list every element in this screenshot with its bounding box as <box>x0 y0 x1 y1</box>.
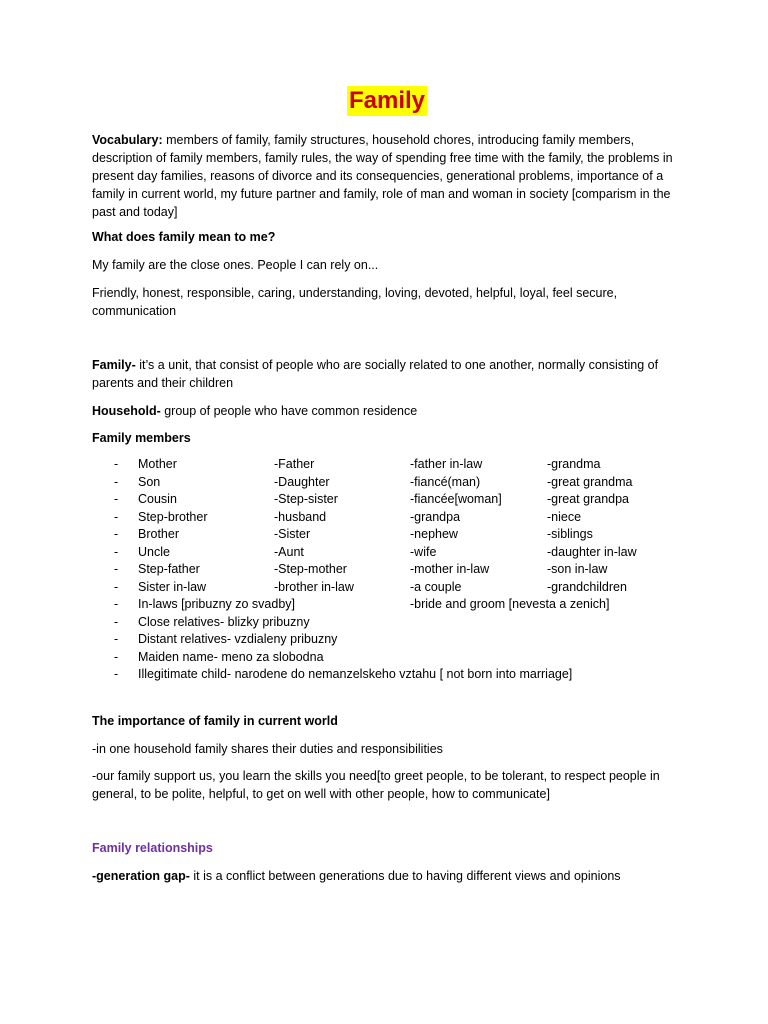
bullet-dash: - <box>114 649 119 664</box>
member-cell: -grandpa <box>410 509 461 524</box>
family-members-heading: Family members <box>92 431 191 445</box>
page-title: Family <box>348 87 426 114</box>
member-cell: -a couple <box>410 579 462 594</box>
generation-gap-term: -generation gap- <box>92 869 190 883</box>
bullet-dash: - <box>114 492 119 506</box>
member-cell: Step-father <box>138 562 200 576</box>
bullet-dash: - <box>114 474 119 489</box>
inlaws-item: In-laws [pribuzny zo svadby] <box>138 597 296 611</box>
list-item <box>92 490 682 508</box>
member-cell: -Father <box>274 457 315 471</box>
member-cell: -great grandma <box>547 474 633 489</box>
member-cell: -father in-law <box>410 457 483 471</box>
list-item <box>92 473 682 491</box>
list-item <box>92 595 682 613</box>
member-cell: Mother <box>138 457 177 471</box>
family-definition <box>92 356 682 392</box>
list-item <box>92 665 682 683</box>
bullet-dash: - <box>114 457 119 471</box>
household-definition-text: group of people who have common residence <box>160 404 418 418</box>
illegitimate-child-item: Illegitimate child- narodene do nemanzelskeho vztahu [ not born into marriage] <box>138 667 573 681</box>
close-ones-paragraph: My family are the close ones. People I can rely on... <box>92 258 379 272</box>
list-item <box>92 455 682 473</box>
member-cell: -daughter in-law <box>547 544 637 559</box>
relationships-heading: Family relationships <box>92 841 213 855</box>
member-cell: Uncle <box>138 544 170 559</box>
member-cell: -fiancé(man) <box>410 474 481 489</box>
question-heading: What does family mean to me? <box>92 230 276 244</box>
family-definition-text: it’s a unit, that consist of people who are socially related to one another, normally consisting of parents and their children <box>92 358 659 390</box>
member-cell: -great grandpa <box>547 492 630 506</box>
list-item <box>92 508 682 526</box>
member-cell: -mother in-law <box>410 562 490 576</box>
member-cell: -husband <box>274 509 327 524</box>
qualities-paragraph: Friendly, honest, responsible, caring, understanding, loving, devoted, helpful, loyal, feel secure, communication <box>92 286 618 318</box>
member-cell: -nephew <box>410 527 458 541</box>
list-item <box>92 543 682 561</box>
member-cell: -Sister <box>274 527 311 541</box>
bullet-dash: - <box>114 579 119 594</box>
member-cell: -son in-law <box>547 562 608 576</box>
bullet-dash: - <box>114 597 119 611</box>
member-cell: Cousin <box>138 492 177 506</box>
member-cell: -Step-sister <box>274 492 338 506</box>
bullet-dash: - <box>114 667 119 681</box>
close-relatives-item: Close relatives- blizky pribuzny <box>138 614 310 629</box>
bullet-dash: - <box>114 509 119 524</box>
member-cell: -Daughter <box>274 474 330 489</box>
bullet-dash: - <box>114 544 119 559</box>
generation-gap-text: it is a conflict between generations due to having different views and opinions <box>189 869 621 883</box>
bullet-dash: - <box>114 632 119 646</box>
member-cell: -grandchildren <box>547 579 627 594</box>
member-cell: Brother <box>138 527 179 541</box>
member-cell: Step-brother <box>138 509 208 524</box>
vocabulary-text: members of family, family structures, household chores, introducing family members, description of family members, family rules, the way of spending free time with the family, the problems in present day families, reasons of divorce and its consequencies, generational problems, importance of a family in current world, my future partner and family, role of man and woman in society [comparism in the past and today] <box>92 133 673 219</box>
bride-groom-item: -bride and groom [nevesta a zenich] <box>410 597 610 611</box>
family-term: Family- <box>92 358 136 372</box>
list-item <box>92 560 682 578</box>
list-item <box>92 613 682 631</box>
member-cell: -siblings <box>547 527 593 541</box>
list-item <box>92 578 682 596</box>
distant-relatives-item: Distant relatives- vzdialeny pribuzny <box>138 632 338 646</box>
member-cell: -fiancée[woman] <box>410 492 502 506</box>
member-cell: -wife <box>410 544 437 559</box>
member-cell: -Step-mother <box>274 562 347 576</box>
member-cell: Sister in-law <box>138 579 207 594</box>
member-cell: -Aunt <box>274 544 304 559</box>
member-cell: -grandma <box>547 457 601 471</box>
bullet-dash: - <box>114 562 119 576</box>
list-item <box>92 630 682 648</box>
title-wrap <box>92 86 682 116</box>
member-cell: Son <box>138 474 161 489</box>
maiden-name-item: Maiden name- meno za slobodna <box>138 649 324 664</box>
list-item <box>92 648 682 666</box>
family-members-list <box>92 455 682 683</box>
generation-gap-paragraph <box>92 867 682 885</box>
importance-paragraph-1: -in one household family shares their duties and responsibilities <box>92 742 443 756</box>
vocabulary-paragraph <box>92 131 682 221</box>
member-cell: -brother in-law <box>274 579 354 594</box>
member-cell: -niece <box>547 509 582 524</box>
list-item <box>92 525 682 543</box>
importance-heading: The importance of family in current world <box>92 714 338 728</box>
bullet-dash: - <box>114 527 119 541</box>
household-term: Household- <box>92 404 161 418</box>
bullet-dash: - <box>114 614 119 629</box>
vocabulary-label: Vocabulary: <box>92 133 163 147</box>
household-definition <box>92 402 682 420</box>
importance-paragraph-2: -our family support us, you learn the skills you need[to greet people, to be tolerant, to respect people in general, to be polite, helpful, to get on well with other people, how to communicate] <box>92 769 660 801</box>
